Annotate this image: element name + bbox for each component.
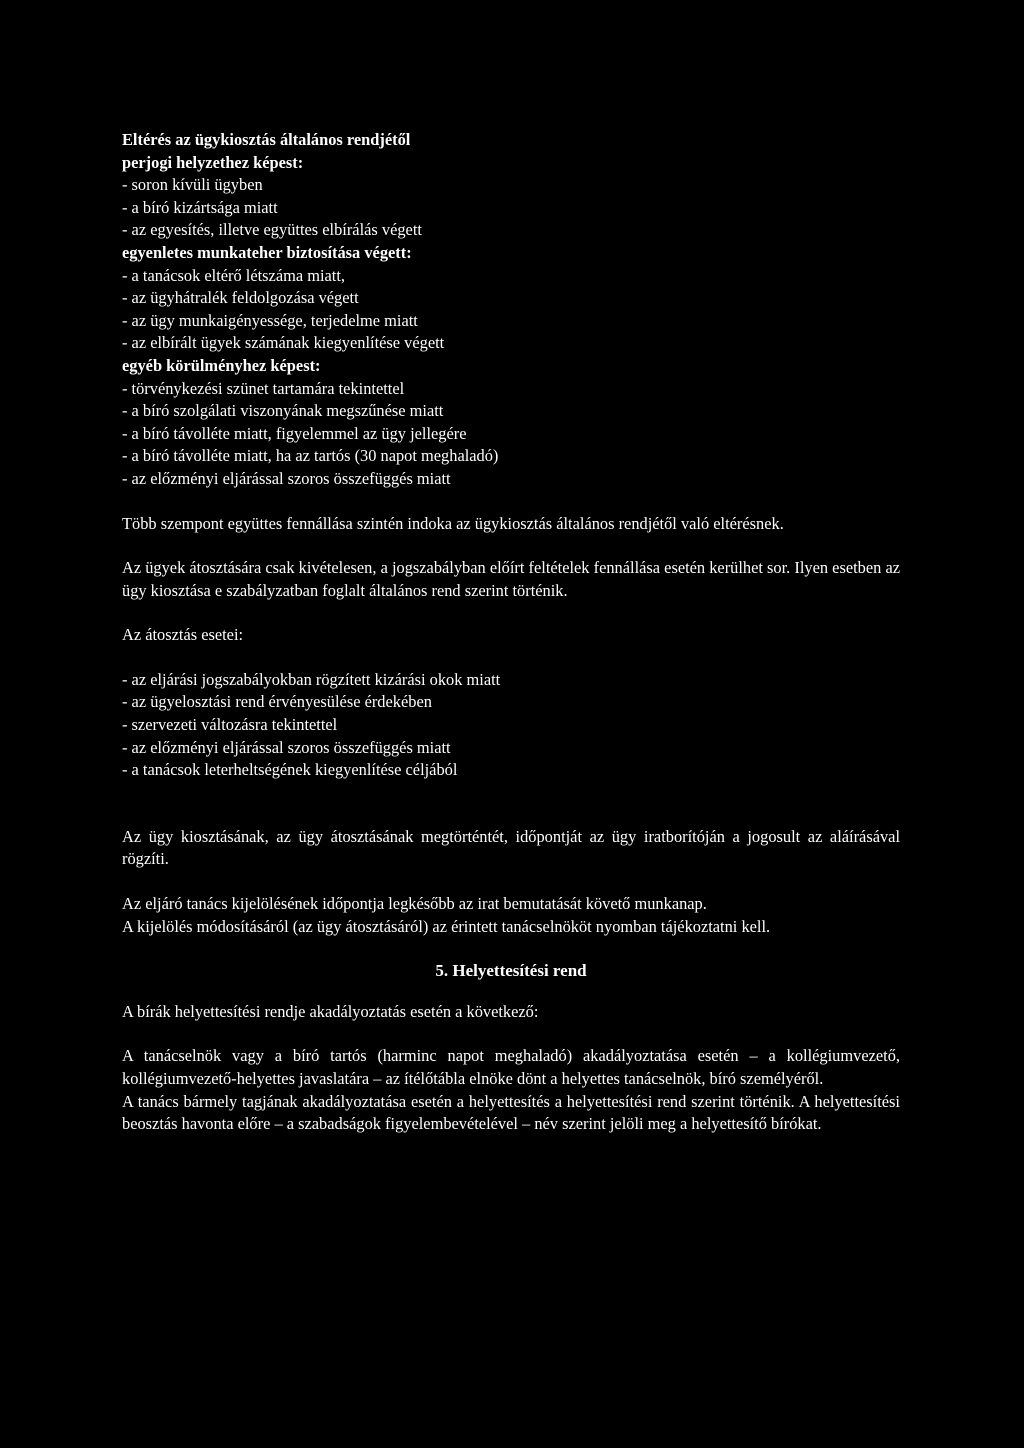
list-item: - a bíró kizártsága miatt xyxy=(122,197,278,217)
list-item: - az ügyelosztási rend érvényesülése érdekében xyxy=(122,692,432,712)
subheading-procedural: perjogi helyzethez képest: xyxy=(122,152,304,172)
document-page xyxy=(122,129,900,1136)
list-item: - a bíró szolgálati viszonyának megszűnése miatt xyxy=(122,401,444,421)
list-item: - az elbírált ügyek számának kiegyenlítése végett xyxy=(122,333,445,353)
list-item: - az ügy munkaigényessége, terjedelme miatt xyxy=(122,310,418,330)
list-item: - a tanácsok leterheltségének kiegyenlítése céljából xyxy=(122,760,458,780)
section-heading-deviation: Eltérés az ügykiosztás általános rendjétől xyxy=(122,130,411,149)
list-item: - szervezeti változásra tekintettel xyxy=(122,715,338,735)
list-item: - soron kívüli ügyben xyxy=(122,175,263,195)
paragraph-long-absence: A tanácselnök vagy a bíró tartós (harminc napot meghaladó) akadályoztatása esetén – a kollégiumvezető, kollégiumvezető-helyettes javaslatára – az ítélőtábla elnöke dönt a helyettes tanácselnök, bíró személyéről. xyxy=(122,1046,900,1088)
list-item: - a bíró távolléte miatt, ha az tartós (30 napot meghaladó) xyxy=(122,446,499,466)
list-item: - a tanácsok eltérő létszáma miatt, xyxy=(122,265,345,285)
paragraph-designation-time: Az eljáró tanács kijelölésének időpontja legkésőbb az irat bemutatását követő munkanap. xyxy=(122,894,707,914)
section-heading-substitution: 5. Helyettesítési rend xyxy=(435,961,587,981)
list-item: - az előzményi eljárással szoros összefüggés miatt xyxy=(122,737,451,757)
paragraph-reassignment-cases: Az átosztás esetei: xyxy=(122,625,244,645)
subheading-workload: egyenletes munkateher biztosítása végett: xyxy=(122,242,412,262)
paragraph-member-absence: A tanács bármely tagjának akadályoztatása esetén a helyettesítés a helyettesítési rend szerint történik. A helyettesítési beosztás havonta előre – a szabadságok figyelembevételével – név szerint jelöli meg a helyettesítő bírókat. xyxy=(122,1091,900,1134)
paragraph-substitution-intro: A bírák helyettesítési rendje akadályoztatás esetén a következő: xyxy=(122,1001,539,1021)
paragraph-recording: Az ügy kiosztásának, az ügy átosztásának megtörténtét, időpontját az ügy iratborítóján a jogosult az aláírásával rögzíti. xyxy=(122,826,900,869)
list-item: - az előzményi eljárással szoros összefüggés miatt xyxy=(122,468,451,488)
list-item: - az ügyhátralék feldolgozása végett xyxy=(122,288,359,308)
list-item: - az egyesítés, illetve együttes elbírálás végett xyxy=(122,220,422,240)
list-item: - a bíró távolléte miatt, figyelemmel az ügy jellegére xyxy=(122,423,467,443)
list-item: - törvénykezési szünet tartamára tekintettel xyxy=(122,378,405,398)
subheading-other: egyéb körülményhez képest: xyxy=(122,355,321,375)
list-item: - az eljárási jogszabályokban rögzített kizárási okok miatt xyxy=(122,669,501,689)
paragraph-reassignment: Az ügyek átosztására csak kivételesen, a jogszabályban előírt feltételek fennállása esetén kerülhet sor. Ilyen esetben az ügy kiosztása e szabályzatban foglalt általános rend szerint történik. xyxy=(122,558,900,600)
paragraph-multiple-criteria: Több szempont együttes fennállása szintén indoka az ügykiosztás általános rendjétől való eltérésnek. xyxy=(122,513,784,533)
paragraph-designation-change: A kijelölés módosításáról (az ügy átosztásáról) az érintett tanácselnököt nyomban tájékoztatni kell. xyxy=(122,916,771,936)
